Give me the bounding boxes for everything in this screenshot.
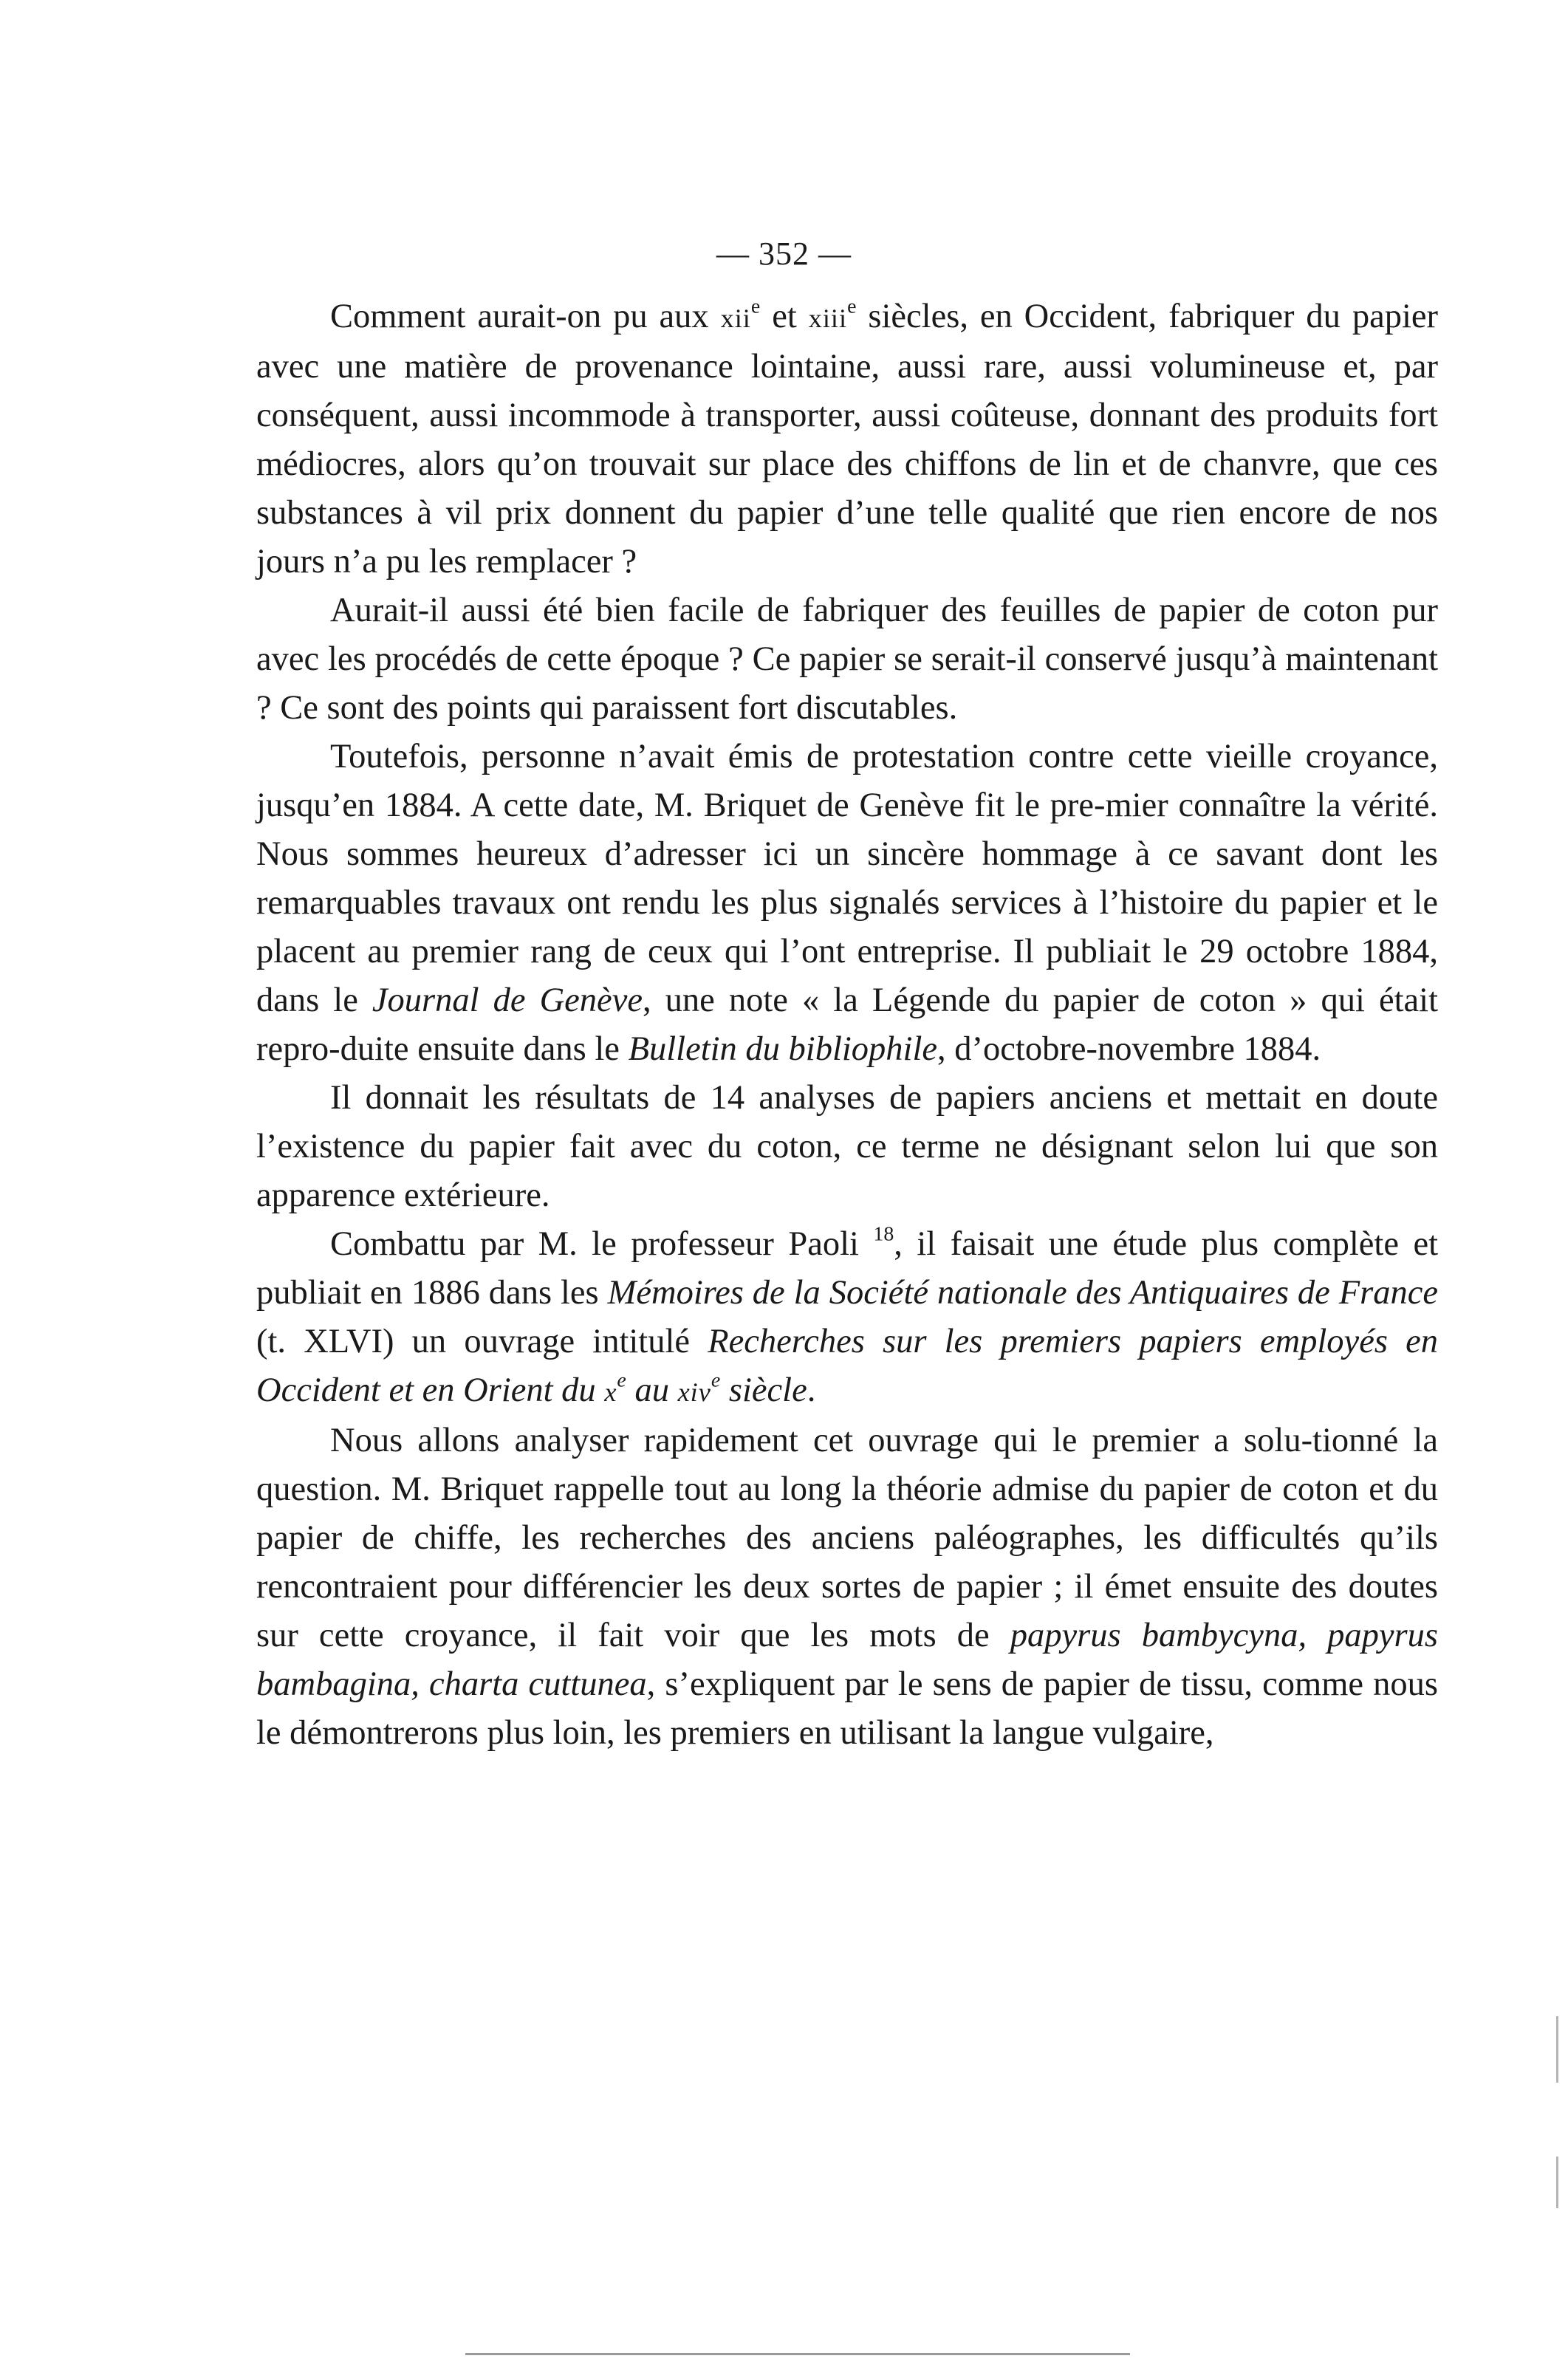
text-run: et [760,298,809,335]
text-run: , il faisait une étude plus complète et publiait en 1886 dans les [256,1225,1438,1312]
scan-edge-mark [1556,2016,1558,2083]
text-run: Aurait-il aussi été bien facile de fabriquer des feuilles de papier de coton pur avec les procédés de cette époque ? Ce papier se serait-il conservé jusqu’à maintenant ? Ce sont des points qui paraissent fort discutables. [256,592,1438,727]
italic-text: siècle [720,1371,807,1409]
paragraph [256,1220,1438,1417]
text-run: , s’expliquent par le sens de papier de tissu, comme nous le démontrerons plus loin, les premiers en utilisant la langue vulgaire, [256,1665,1438,1752]
paragraph [256,1074,1438,1220]
body-text [256,292,1438,1758]
paragraph [256,586,1438,733]
scan-bottom-rule [465,2353,1130,2355]
text-run: xiii [808,304,848,333]
italic-text: papyrus bambycyna, papyrus bambagina, charta cuttunea [256,1617,1438,1703]
italic-text: Recherches sur les premiers papiers employés en Occident et en Orient du [256,1323,1439,1409]
text-run: Nous allons analyser rapidement cet ouvrage qui le premier a solu-tionné la question. M. Briquet rappelle tout au long la théorie admise du papier de coton et du papier de chiffe, les recherches des anciens paléographes, les difficultés qu’ils rencontraient pour différencier les deux sortes de papier ; il émet ensuite des doutes sur cette croyance, il fait voir que les mots de [256,1422,1438,1654]
paragraph [256,733,1438,1074]
italic-text: Bulletin du bibliophile [628,1030,938,1068]
superscript: 18 [873,1222,894,1246]
superscript: e [711,1369,721,1392]
text-run: xii [720,304,751,333]
superscript: e [750,295,761,318]
text-run: Toutefois, personne n’avait émis de protestation contre cette vieille croyance, jusqu’en 1884. A cette date, M. Briquet de Genève fit le pre-mier connaître la vérité. Nous sommes heureux d’adresser ici un sincère hommage à ce savant dont les remarquables travaux ont rendu les plus signalés services à l’histoire du papier et le placent au premier rang de ceux qui l’ont entreprise. Il publiait le 29 octobre 1884, dans le [256,738,1438,1019]
paragraph [256,292,1438,586]
text-run: , d’octobre-novembre 1884. [937,1030,1321,1068]
italic-text: xiv [677,1377,711,1407]
text-run: siècles, en Occident, fabriquer du papier avec une matière de provenance lointaine, aussi rare, aussi volumineuse et, par conséquent, aussi incommode à transporter, aussi coûteuse, donnant des produits fort médiocres, alors qu’on trouvait sur place des chiffons de lin et de chanvre, que ces substances à vil prix donnent du papier d’une telle qualité que rien encore de nos jours n’a pu les remplacer ? [256,298,1438,580]
superscript: e [617,1369,626,1392]
italic-text: Journal de Genève [372,982,643,1019]
superscript: e [847,295,857,318]
text-run: Comment aurait-on pu aux [330,298,721,335]
italic-text: x [604,1377,617,1407]
text-run: . [807,1371,816,1409]
italic-text: Mémoires de la Société nationale des Antiquaires de France [607,1274,1438,1312]
text-run: , une note « la Légende du papier de coton » qui était repro-duite ensuite dans le [256,982,1438,1068]
paragraph [256,1417,1438,1758]
scan-edge-mark [1556,2157,1558,2208]
text-run: Il donnait les résultats de 14 analyses de papiers anciens et mettait en doute l’existence du papier fait avec du coton, ce terme ne désignant selon lui que son apparence extérieure. [256,1079,1438,1214]
italic-text: au [626,1371,678,1409]
text-run: (t. XLVI) un ouvrage intitulé [256,1323,708,1360]
page-number: — 352 — [716,236,852,272]
text-run: Combattu par M. le professeur Paoli [330,1225,874,1263]
